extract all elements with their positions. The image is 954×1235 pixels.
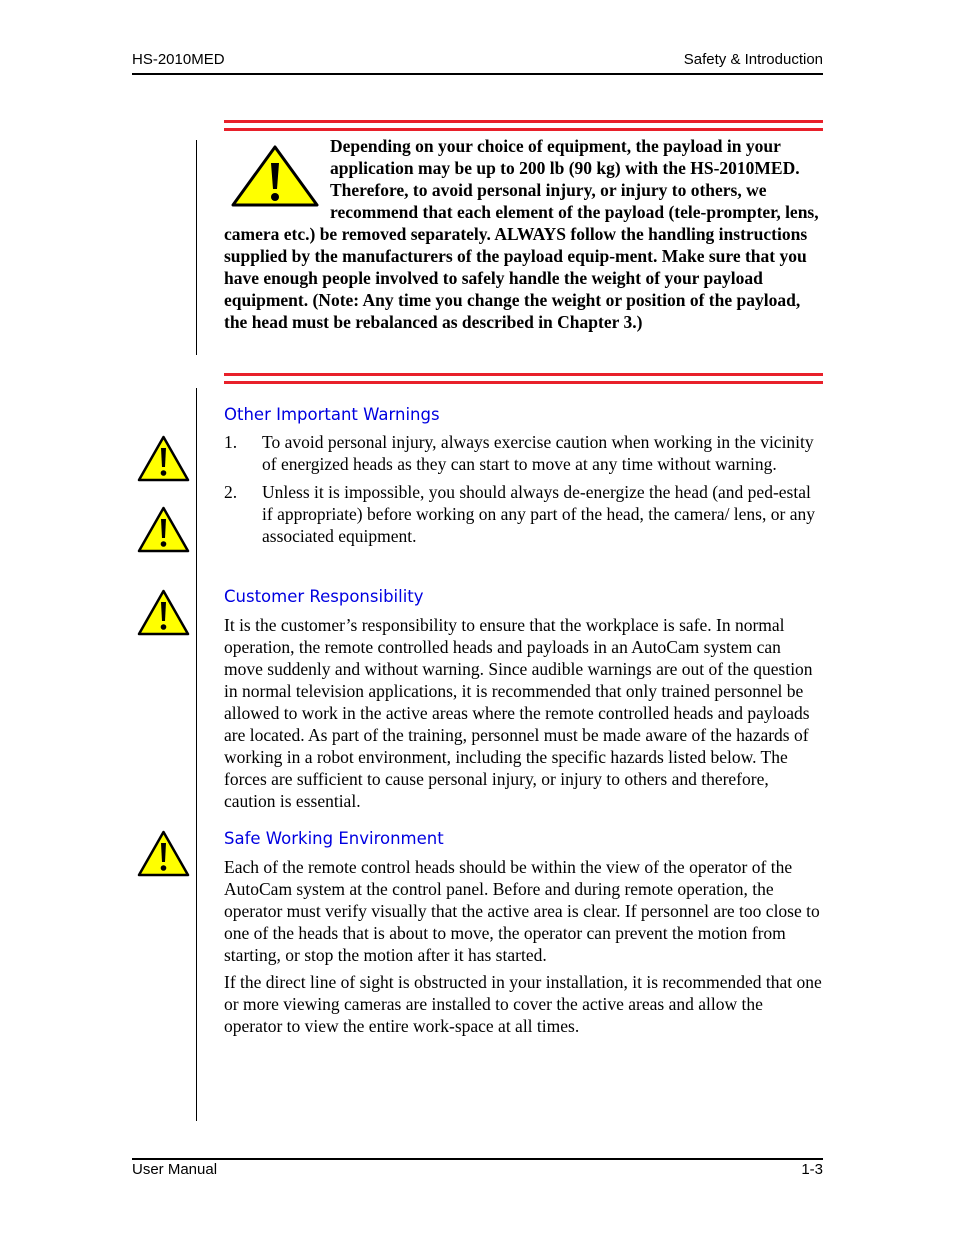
heading-safe-working-environment: Safe Working Environment [224,829,444,848]
list-item-number: 1. [224,432,238,452]
footer-doc-title: User Manual [132,1161,218,1178]
list-item-text: To avoid personal injury, always exercise caution when working in the vicinity of energized heads as they can start to move at any time without warning. [262,432,814,474]
heading-other-warnings: Other Important Warnings [224,405,440,424]
warning-triangle-icon [136,829,191,879]
list-item-number: 2. [224,482,238,502]
list-item-text: Unless it is impossible, you should always de-energize the head (and ped-estal if appropriate) before working on any part of the head, the camera/ lens, or any associated equipment. [262,482,815,546]
list-item [224,431,823,475]
payload-warning-box [224,135,823,333]
warning-rule-top-1 [224,120,823,123]
warning-triangle-icon [136,588,191,638]
warnings-list [224,431,823,553]
warning-rule-bottom-1 [224,373,823,376]
heading-customer-responsibility: Customer Responsibility [224,587,424,606]
warning-triangle-icon [224,135,326,217]
header-rule [132,73,823,75]
warning-rule-bottom-2 [224,381,823,384]
list-item [224,481,823,547]
warning-triangle-icon [136,505,191,555]
footer-page-number: 1-3 [801,1161,823,1178]
customer-responsibility-text: It is the customer’s responsibility to ensure that the workplace is safe. In normal operation, the remote controlled heads and payloads in an AutoCam system can move suddenly and without warning. Since audible warnings are out of the question in normal television applications, it is recommended that only trained personnel be allowed to work in the active areas where the remote controlled heads and payloads are located. As part of the training, personnel must be made aware of the hazards of working in a robot environment, including the specific hazards listed below. The forces are sufficient to cause personal injury, or injury to others and therefore, caution is essential. [224,615,813,811]
margin-bar-main [196,388,197,1121]
footer-rule [132,1158,823,1160]
payload-warning-text: Depending on your choice of equipment, the payload in your application may be up to 200 lb (90 kg) with the HS-2010MED. Therefore, to avoid personal injury, or injury to others, we recommend that each element of the payload (tele-prompter, lens, camera etc.) be removed separately. ALWAYS follow the handling instructions supplied by the manufacturers of the payload equip-ment. Make sure that you have enough people involved to safely handle the weight of your payload equipment. (Note: Any time you change the weight or position of the payload, the head must be rebalanced as described in Chapter 3.) [224,136,819,332]
warning-triangle-icon [136,434,191,484]
warning-rule-top-2 [224,128,823,131]
safe-environment-text-1: Each of the remote control heads should be within the view of the operator of the AutoCam system at the control panel. Before and during remote operation, the operator must verify visually that the active area is clear. If personnel are too close to one of the heads that is about to move, the operator can prevent the motion from starting, or stop the motion after it has started. [224,857,820,965]
margin-bar-top [196,140,197,355]
header-doc-id: HS-2010MED [132,51,225,68]
safe-environment-text-2: If the direct line of sight is obstructed in your installation, it is recommended that one or more viewing cameras are installed to cover the active areas and allow the operator to view the entire work-space at all times. [224,972,822,1036]
header-section-title: Safety & Introduction [683,51,823,68]
